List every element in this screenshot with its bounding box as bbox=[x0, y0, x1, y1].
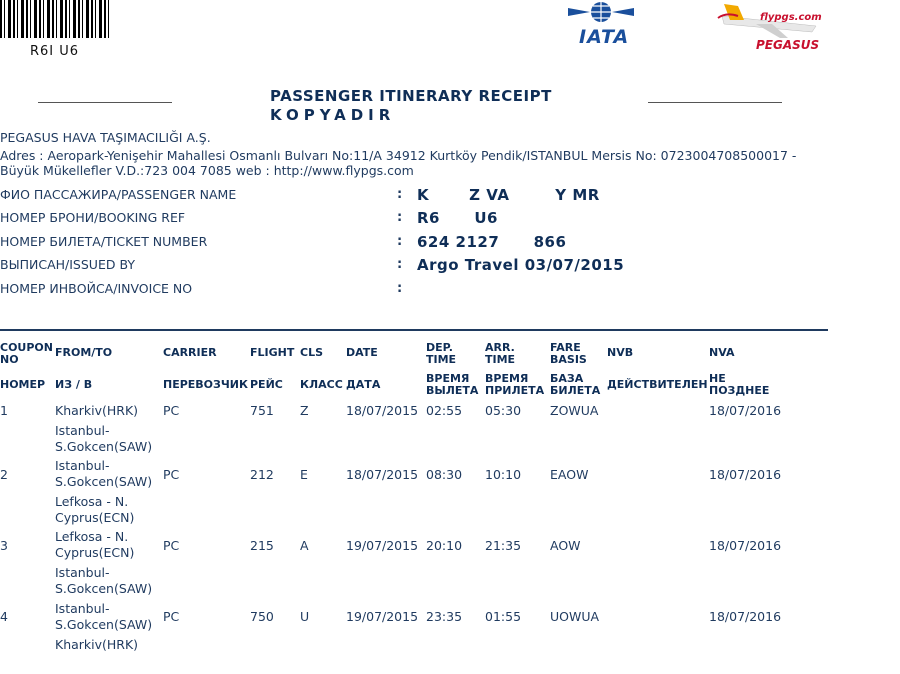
info-colon: : bbox=[397, 281, 403, 296]
company-address-line1: Adres : Aeropark-Yenişehir Mahallesi Osmanlı Bulvarı No:11/A 34912 Kurtköy Pendik/ISTANBUL Mersis No: 0723004708500017 - bbox=[0, 148, 797, 163]
coupon-no: 4 bbox=[0, 609, 8, 624]
receipt-title: PASSENGER ITINERARY RECEIPT bbox=[270, 87, 552, 105]
header-nvb: NVB bbox=[607, 346, 634, 359]
coupon-to: Lefkosa - N. Cyprus(ECN) bbox=[55, 494, 135, 525]
coupon-date: 18/07/2015 bbox=[346, 403, 419, 418]
company-name: PEGASUS HAVA TAŞIMACILIĞI A.Ş. bbox=[0, 130, 211, 145]
coupon-dep-time: 02:55 bbox=[426, 403, 463, 418]
header-fare-basis: FARE BASIS bbox=[550, 341, 587, 366]
info-label: ФИО ПАССАЖИРА/PASSENGER NAME bbox=[0, 187, 237, 202]
coupon-to: Istanbul-S.Gokcen(SAW) bbox=[55, 423, 153, 454]
barcode-text: R6I U6 bbox=[30, 44, 80, 59]
header-arr-time: ARR. TIME bbox=[485, 341, 516, 366]
coupon-fare-basis: ZOWUA bbox=[550, 403, 599, 418]
coupon-cls: U bbox=[300, 609, 310, 624]
coupon-carrier: PC bbox=[163, 609, 180, 624]
info-label: ВЫПИСАН/ISSUED BY bbox=[0, 257, 135, 272]
pegasus-logo bbox=[716, 2, 828, 62]
coupon-from: Istanbul-S.Gokcen(SAW) bbox=[55, 458, 153, 489]
pegasus-site: flypgs.com bbox=[760, 12, 822, 23]
header-date: DATE bbox=[346, 346, 378, 359]
info-value: R6 U6 bbox=[417, 209, 498, 227]
info-label: НОМЕР ИНВОЙСА/INVOICE NO bbox=[0, 281, 193, 296]
header-from-to: FROM/TO bbox=[55, 346, 113, 359]
coupon-to: Kharkiv(HRK) bbox=[55, 637, 139, 652]
header-ru-cls: КЛАСС bbox=[300, 378, 343, 391]
coupon-cls: Z bbox=[300, 403, 309, 418]
coupon-arr-time: 05:30 bbox=[485, 403, 522, 418]
header-ru-nva: НЕ ПОЗДНЕЕ bbox=[709, 372, 770, 397]
coupon-arr-time: 21:35 bbox=[485, 538, 522, 553]
header-dep-time: DEP. TIME bbox=[426, 341, 457, 366]
coupon-to: Istanbul-S.Gokcen(SAW) bbox=[55, 565, 153, 596]
header-ru-flight: РЕЙС bbox=[250, 378, 283, 391]
coupon-flight: 215 bbox=[250, 538, 274, 553]
header-nva: NVA bbox=[709, 346, 735, 359]
info-colon: : bbox=[397, 234, 403, 249]
iata-wordmark: IATA bbox=[579, 26, 630, 48]
coupon-from: Istanbul-S.Gokcen(SAW) bbox=[55, 601, 153, 632]
coupon-nva: 18/07/2016 bbox=[709, 467, 782, 482]
company-address-line2: Büyük Mükellefler V.D.:723 004 7085 web : http://www.flypgs.com bbox=[0, 163, 414, 178]
header-coupon-no: COUPON NO bbox=[0, 341, 53, 366]
coupon-cls: E bbox=[300, 467, 308, 482]
header-ru-carrier: ПЕРЕВОЗЧИК bbox=[163, 378, 248, 391]
info-row-passenger-name bbox=[0, 186, 900, 206]
coupon-dep-time: 23:35 bbox=[426, 609, 463, 624]
coupon-no: 1 bbox=[0, 403, 8, 418]
header-cls: CLS bbox=[300, 346, 324, 359]
header-ru-arr-time: ВРЕМЯ ПРИЛЕТА bbox=[485, 372, 545, 397]
info-value: K Z VA Y MR bbox=[417, 186, 600, 204]
receipt-subtitle: KOPYADIR bbox=[270, 106, 396, 124]
coupon-no: 3 bbox=[0, 538, 8, 553]
coupon-dep-time: 08:30 bbox=[426, 467, 463, 482]
table-separator bbox=[0, 329, 828, 331]
info-row-ticket-number bbox=[0, 233, 900, 253]
header-ru-fare-basis: БАЗА БИЛЕТА bbox=[550, 372, 601, 397]
info-value: Argo Travel 03/07/2015 bbox=[417, 256, 625, 274]
coupon-carrier: PC bbox=[163, 403, 180, 418]
coupon-flight: 750 bbox=[250, 609, 274, 624]
coupon-date: 18/07/2015 bbox=[346, 467, 419, 482]
coupon-flight: 751 bbox=[250, 403, 274, 418]
info-row-booking-ref bbox=[0, 209, 900, 229]
coupon-from: Kharkiv(HRK) bbox=[55, 403, 139, 418]
header-ru-nvb: ДЕЙСТВИТЕЛЕН bbox=[607, 378, 708, 391]
header-ru-date: ДАТА bbox=[346, 378, 381, 391]
coupon-dep-time: 20:10 bbox=[426, 538, 463, 553]
iata-globe-icon bbox=[566, 0, 636, 24]
coupon-fare-basis: EAOW bbox=[550, 467, 589, 482]
coupon-nva: 18/07/2016 bbox=[709, 609, 782, 624]
coupon-arr-time: 10:10 bbox=[485, 467, 522, 482]
title-rule-right bbox=[648, 102, 782, 103]
info-value: 624 2127 866 bbox=[417, 233, 567, 251]
coupon-carrier: PC bbox=[163, 467, 180, 482]
coupon-flight: 212 bbox=[250, 467, 274, 482]
info-colon: : bbox=[397, 187, 403, 202]
info-label: НОМЕР БРОНИ/BOOKING REF bbox=[0, 210, 186, 225]
info-colon: : bbox=[397, 210, 403, 225]
info-row-issued-by bbox=[0, 256, 900, 276]
coupon-no: 2 bbox=[0, 467, 8, 482]
coupon-arr-time: 01:55 bbox=[485, 609, 522, 624]
coupon-carrier: PC bbox=[163, 538, 180, 553]
info-colon: : bbox=[397, 257, 403, 272]
header-ru-from-to: ИЗ / В bbox=[55, 378, 93, 391]
header-ru-dep-time: ВРЕМЯ ВЫЛЕТА bbox=[426, 372, 479, 397]
header-carrier: CARRIER bbox=[163, 346, 217, 359]
coupon-date: 19/07/2015 bbox=[346, 609, 419, 624]
coupon-fare-basis: UOWUA bbox=[550, 609, 600, 624]
header-ru-no: НОМЕР bbox=[0, 378, 46, 391]
info-row-invoice-no bbox=[0, 280, 900, 300]
coupon-date: 19/07/2015 bbox=[346, 538, 419, 553]
header-flight: FLIGHT bbox=[250, 346, 295, 359]
coupon-nva: 18/07/2016 bbox=[709, 403, 782, 418]
info-label: НОМЕР БИЛЕТА/TICKET NUMBER bbox=[0, 234, 208, 249]
coupon-cls: A bbox=[300, 538, 309, 553]
coupon-fare-basis: AOW bbox=[550, 538, 581, 553]
pegasus-brand: PEGASUS bbox=[756, 38, 820, 52]
iata-logo bbox=[566, 0, 636, 50]
coupon-from: Lefkosa - N. Cyprus(ECN) bbox=[55, 529, 135, 560]
barcode bbox=[0, 0, 112, 38]
coupon-nva: 18/07/2016 bbox=[709, 538, 782, 553]
title-rule-left bbox=[38, 102, 172, 103]
